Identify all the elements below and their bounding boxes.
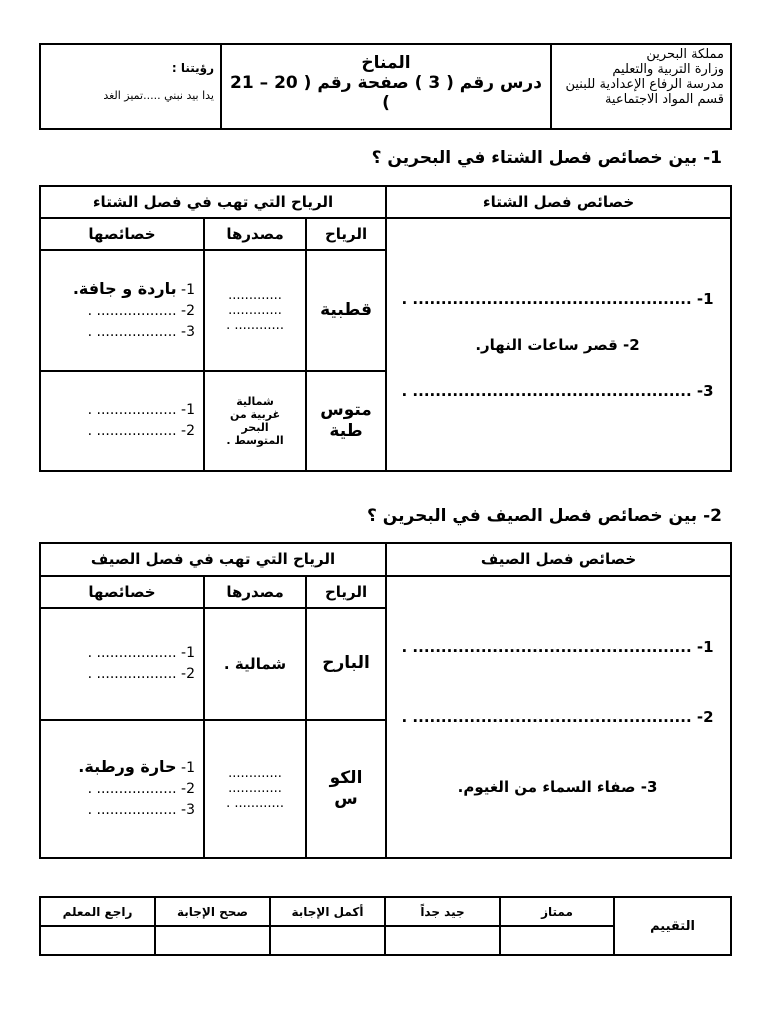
blank-line[interactable]: 2- .................. . [87, 665, 196, 682]
school-line: مدرسة الرفاع الإعدادية للبنين [565, 77, 724, 92]
question-2: 2- بين خصائص فصل الصيف في البحرين ؟ [367, 506, 722, 526]
rating-label: التقييم [614, 897, 731, 955]
trait-line[interactable]: 2- ................................................. . [401, 707, 714, 726]
source-line: البحر [241, 421, 269, 434]
prop-answer: حارة ورطبة. [78, 757, 177, 777]
prop-answer: باردة و جافة. [72, 279, 177, 298]
wind-name-part: طية [329, 421, 363, 441]
winter-table [39, 185, 732, 472]
blank-line[interactable]: 3- .................. . [87, 802, 196, 819]
vision-text: يدا بيد نبني .....تميز الغد [103, 89, 214, 102]
wind-name: البارح [306, 608, 386, 720]
vision-cell [40, 44, 221, 129]
prop-prefix: 1- [176, 282, 196, 298]
trait-line: 3- صفاء السماء من الغيوم. [457, 777, 658, 796]
wind-source-blank[interactable] [204, 250, 306, 371]
source-line: شمالية [236, 395, 274, 408]
wind-props [40, 250, 204, 371]
blank-line[interactable]: ............. [228, 288, 282, 303]
trait-line: 2- قصر ساعات النهار. [475, 335, 640, 354]
wind-source [204, 371, 306, 471]
question-1: 1- بين خصائص فصل الشتاء في البحرين ؟ [371, 148, 722, 168]
blank-line[interactable]: 1- .................. . [87, 644, 196, 661]
header-table [39, 43, 732, 130]
school-line: مملكة البحرين [646, 47, 724, 62]
lesson-info: درس رقم ( 3 ) صفحة رقم ( 20 – 21 ) [230, 73, 542, 113]
source-line: المتوسط . [226, 434, 284, 447]
blank-line[interactable]: ............ . [226, 318, 284, 333]
prop-prefix: 1- [176, 760, 196, 777]
wind-name-part: متوس [320, 400, 372, 420]
summer-traits-header: خصائص فصل الصيف [386, 543, 731, 576]
wind-props [40, 720, 204, 858]
col-props-header: خصائصها [40, 576, 204, 609]
winter-winds-header: الرياح التي تهب في فصل الشتاء [40, 186, 386, 218]
rating-box[interactable] [500, 926, 614, 955]
winter-traits-cell [386, 218, 731, 471]
rating-table [39, 896, 732, 956]
col-props-header: خصائصها [40, 218, 204, 250]
winter-traits-header: خصائص فصل الشتاء [386, 186, 731, 218]
wind-name: قطبية [306, 250, 386, 371]
subject-title: المناخ [361, 53, 411, 73]
summer-traits-cell [386, 576, 731, 858]
blank-line[interactable]: ............. [228, 781, 282, 797]
trait-line[interactable]: 1- ................................................. . [401, 289, 714, 308]
summer-table [39, 542, 732, 859]
rating-col-very-good: جيد جداً [385, 897, 500, 926]
rating-box[interactable] [155, 926, 270, 955]
wind-source: شمالية . [204, 608, 306, 720]
wind-name [306, 371, 386, 471]
vision-title: رؤيتنا : [171, 61, 214, 75]
rating-col-complete: أكمل الإجابة [270, 897, 385, 926]
blank-line[interactable]: 2- .................. . [87, 303, 196, 319]
col-source-header: مصدرها [204, 576, 306, 609]
trait-line[interactable]: 3- ................................................. . [401, 381, 714, 400]
wind-props [40, 371, 204, 471]
blank-line[interactable]: 2- .................. . [87, 423, 196, 439]
wind-name-part: الكو [329, 767, 363, 788]
rating-col-review: راجع المعلم [40, 897, 155, 926]
wind-name [306, 720, 386, 858]
blank-line[interactable]: ............ . [226, 796, 284, 812]
blank-line[interactable]: 1- .................. . [87, 402, 196, 418]
blank-line[interactable]: 3- .................. . [87, 324, 196, 340]
wind-name-part: س [334, 788, 358, 809]
wind-props [40, 608, 204, 720]
rating-col-excellent: ممتاز [500, 897, 614, 926]
lesson-title-cell [221, 44, 551, 129]
blank-line[interactable]: ............. [228, 303, 282, 318]
blank-line[interactable]: ............. [228, 766, 282, 782]
col-wind-header: الرياح [306, 576, 386, 609]
school-info [551, 44, 731, 129]
rating-box[interactable] [270, 926, 385, 955]
summer-winds-header: الرياح التي تهب في فصل الصيف [40, 543, 386, 576]
school-line: وزارة التربية والتعليم [612, 62, 724, 77]
blank-line[interactable]: 2- .................. . [87, 781, 196, 798]
col-wind-header: الرياح [306, 218, 386, 250]
rating-col-correct: صحح الإجابة [155, 897, 270, 926]
trait-line[interactable]: 1- ................................................. . [401, 637, 714, 656]
school-line: قسم المواد الاجتماعية [604, 92, 724, 107]
source-line: غربية من [229, 408, 281, 421]
wind-source-blank[interactable] [204, 720, 306, 858]
rating-box[interactable] [40, 926, 155, 955]
col-source-header: مصدرها [204, 218, 306, 250]
rating-box[interactable] [385, 926, 500, 955]
